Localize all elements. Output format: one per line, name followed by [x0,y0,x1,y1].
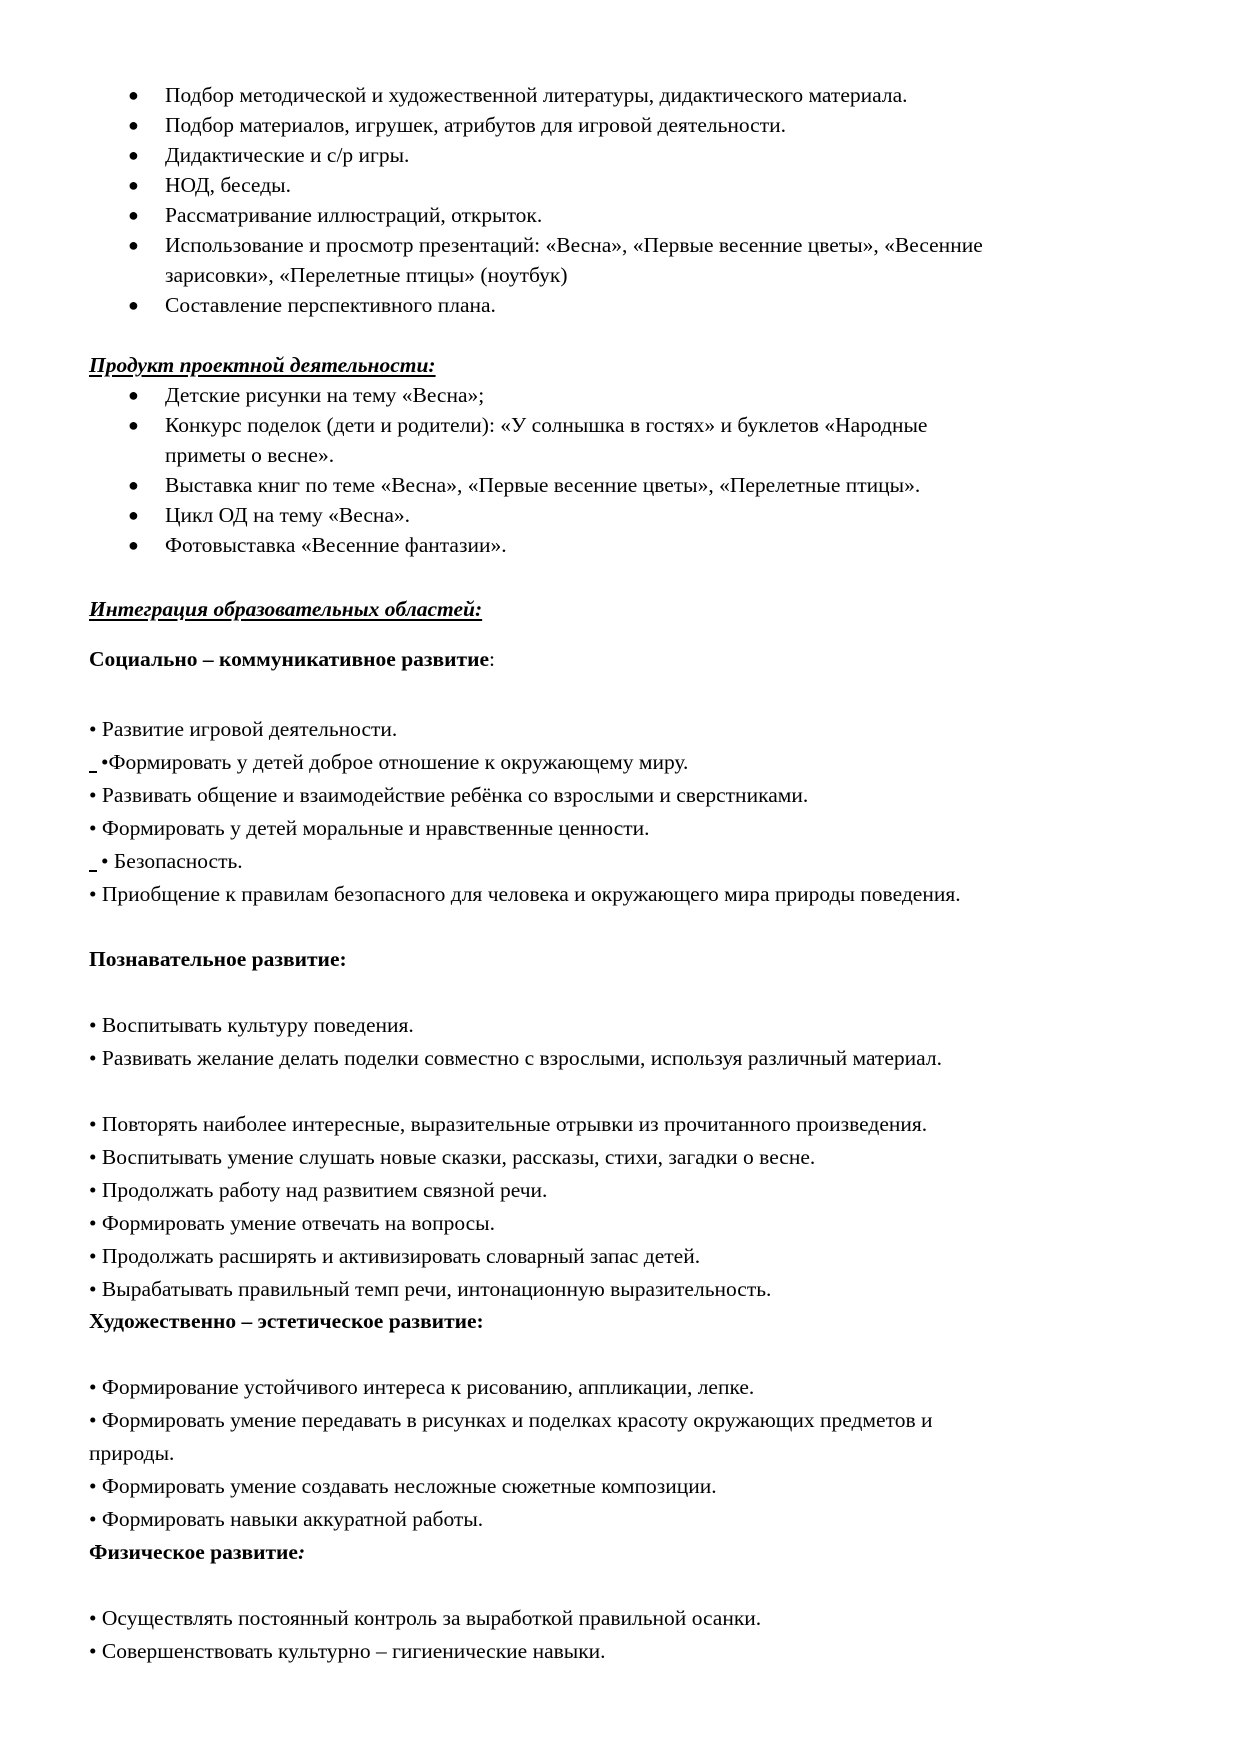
list-item: • Формирование устойчивого интереса к рисованию, аппликации, лепке. [89,1375,755,1399]
list-item: • Совершенствовать культурно – гигиенические навыки. [89,1639,606,1663]
bullet-icon: ● [128,535,139,555]
physical-heading-text: Физическое развитие [89,1540,298,1564]
social-heading [89,646,495,672]
cognitive-heading: Познавательное развитие: [89,947,347,971]
list-item: • Вырабатывать правильный темп речи, интонационную выразительность. [89,1277,772,1301]
bullet-icon: ● [128,175,139,195]
bullet-icon: ● [128,85,139,105]
artistic-heading: Художественно – эстетическое развитие: [89,1309,484,1333]
list-item: Дидактические и с/р игры. [165,143,410,167]
list-item: • Развитие игровой деятельности. [89,717,398,741]
bullet-icon: ● [128,115,139,135]
list-item-text: • Безопасность. [101,849,243,873]
list-item: Составление перспективного плана. [165,293,496,317]
list-item: Конкурс поделок (дети и родители): «У солнышка в гостях» и буклетов «Народные [165,413,928,437]
bullet-icon: ● [128,295,139,315]
list-item: Выставка книг по теме «Весна», «Первые весенние цветы», «Перелетные птицы». [165,473,921,497]
list-item: • Продолжать расширять и активизировать словарный запас детей. [89,1244,701,1268]
list-item: • Воспитывать умение слушать новые сказки, рассказы, стихи, загадки о весне. [89,1145,816,1169]
underscore-mark [89,749,97,773]
physical-heading [89,1539,305,1565]
list-item: • Повторять наиболее интересные, выразительные отрывки из прочитанного произведения. [89,1112,928,1136]
list-item: Детские рисунки на тему «Весна»; [165,383,485,407]
list-item: Фотовыставка «Весенние фантазии». [165,533,507,557]
list-item: НОД, беседы. [165,173,291,197]
list-item: Подбор методической и художественной литературы, дидактического материала. [165,83,908,107]
bullet-icon: ● [128,415,139,435]
list-item: Подбор материалов, игрушек, атрибутов для игровой деятельности. [165,113,787,137]
bullet-icon: ● [128,505,139,525]
list-item: • Формировать навыки аккуратной работы. [89,1507,484,1531]
integration-heading: Интеграция образовательных областей: [89,597,483,621]
list-item: Использование и просмотр презентаций: «Весна», «Первые весенние цветы», «Весенние [165,233,983,257]
list-item: Рассматривание иллюстраций, открыток. [165,203,543,227]
list-item: • Развивать общение и взаимодействие ребёнка со взрослыми и сверстниками. [89,783,809,807]
social-heading-colon: : [489,647,496,671]
list-item: • Формировать у детей моральные и нравственные ценности. [89,816,650,840]
bullet-icon: ● [128,385,139,405]
list-item-continuation: природы. [89,1441,175,1465]
list-item: • Формировать умение передавать в рисунках и поделках красоту окружающих предметов и [89,1408,933,1432]
list-item [89,848,243,874]
bullet-icon: ● [128,235,139,255]
bullet-icon: ● [128,475,139,495]
product-heading: Продукт проектной деятельности: [89,353,436,377]
list-item: • Приобщение к правилам безопасного для человека и окружающего мира природы поведения. [89,882,961,906]
list-item-continuation: приметы о весне». [165,443,335,467]
list-item: • Формировать умение создавать несложные сюжетные композиции. [89,1474,717,1498]
list-item: • Формировать умение отвечать на вопросы. [89,1211,496,1235]
list-item [89,749,688,775]
list-item: • Осуществлять постоянный контроль за выработкой правильной осанки. [89,1606,762,1630]
list-item-text: •Формировать у детей доброе отношение к окружающему миру. [101,750,689,774]
underscore-mark [89,848,97,872]
physical-heading-colon: : [297,1540,306,1564]
list-item: Цикл ОД на тему «Весна». [165,503,411,527]
list-item-continuation: зарисовки», «Перелетные птицы» (ноутбук) [165,263,568,287]
list-item: • Продолжать работу над развитием связной речи. [89,1178,548,1202]
list-item: • Развивать желание делать поделки совместно с взрослыми, используя различный материал. [89,1046,942,1070]
list-item: • Воспитывать культуру поведения. [89,1013,414,1037]
social-heading-text: Социально – коммуникативное развитие [89,647,490,671]
bullet-icon: ● [128,145,139,165]
bullet-icon: ● [128,205,139,225]
